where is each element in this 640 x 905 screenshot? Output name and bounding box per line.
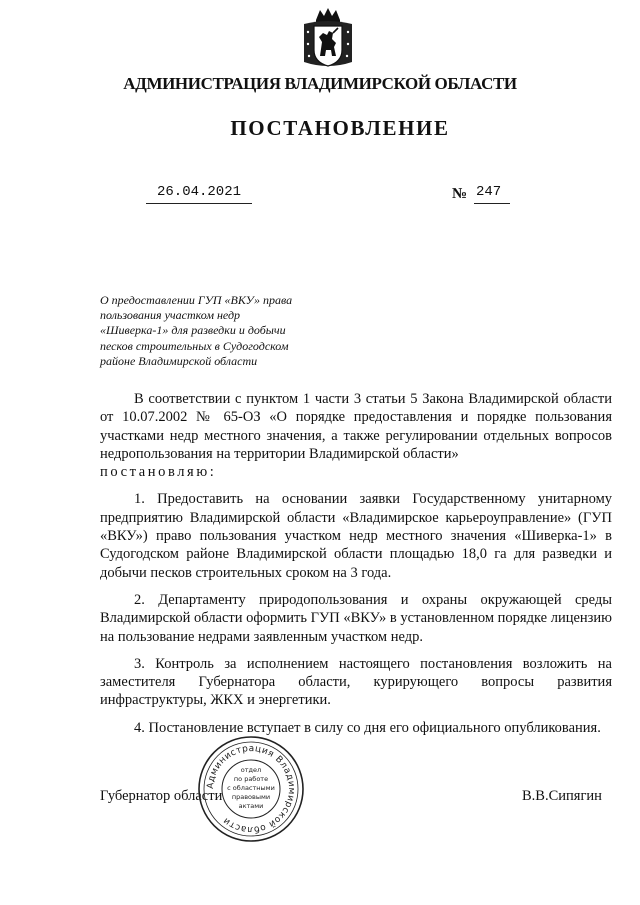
subject-line: О предоставлении ГУП «ВКУ» права — [100, 293, 293, 307]
subject-line: пользования участком недр — [100, 308, 241, 323]
signatory-name: В.В.Сипягин — [522, 788, 602, 804]
stamp-center-line: с областными — [227, 784, 275, 792]
official-stamp — [196, 734, 306, 844]
subject-line: районе Владимирской области — [100, 353, 258, 368]
preamble-text: В соответствии с пунктом 1 части 3 статьи 5 Закона Владимирской области от 10.07.2002 № 65-ОЗ «О порядке предоставления и порядке пользования участками недр местного значения, а также регулировании отдельных вопросов недропользования на территории Владимирской области» — [100, 391, 612, 462]
document-type-title: ПОСТАНОВЛЕНИЕ — [230, 116, 450, 140]
number-sign: № — [452, 186, 468, 202]
decree-word-paragraph — [100, 463, 612, 481]
stamp-center-line: отдел — [240, 766, 262, 774]
stamp-center-line: правовыми — [231, 793, 271, 801]
subject-line: «Шиверка-1» для разведки и добычи — [100, 323, 286, 338]
subject-line: песков строительных в Судогодском — [100, 338, 289, 353]
organization-title: АДМИНИСТРАЦИЯ ВЛАДИМИРСКОЙ ОБЛАСТИ — [123, 74, 517, 93]
item-2-paragraph: 2. Департаменту природопользования и охраны окружающей среды Владимирской области оформить ГУП «ВКУ» в установленном порядке лицензию на пользование недрами заявленным участком недр. — [100, 591, 612, 645]
item-1-paragraph: 1. Предоставить на основании заявки Государственному унитарному предприятию Владимирской области «Владимирское карьероуправление» (ГУП «ВКУ») право пользования участком недр местного значения «Шиверка-1» в Судогодском районе Владимирской области площадью 18,0 га для разведки и добычи песков строительных сроком на 3 года. — [100, 491, 612, 581]
document-subject — [100, 293, 330, 369]
document-number: 247 — [474, 184, 510, 204]
document-body — [100, 390, 612, 746]
preamble-paragraph — [100, 390, 612, 463]
stamp-ring-text: Администрация Владимирской области — [205, 743, 297, 835]
item-3-paragraph: 3. Контроль за исполнением настоящего постановления возложить на заместителя Губернатора области, курирующего вопросы развития инфраструктуры, ЖКХ и энергетики. — [100, 655, 612, 709]
signatory-position: Губернатор области — [100, 788, 223, 804]
decree-word: постановляю: — [100, 464, 217, 481]
item-4-paragraph: 4. Постановление вступает в силу со дня его официального опубликования. — [134, 719, 601, 736]
document-date: 26.04.2021 — [146, 184, 252, 204]
stamp-center-line: по работе — [233, 775, 269, 783]
stamp-center-line: актами — [238, 802, 264, 810]
coat-of-arms-icon — [300, 6, 356, 70]
